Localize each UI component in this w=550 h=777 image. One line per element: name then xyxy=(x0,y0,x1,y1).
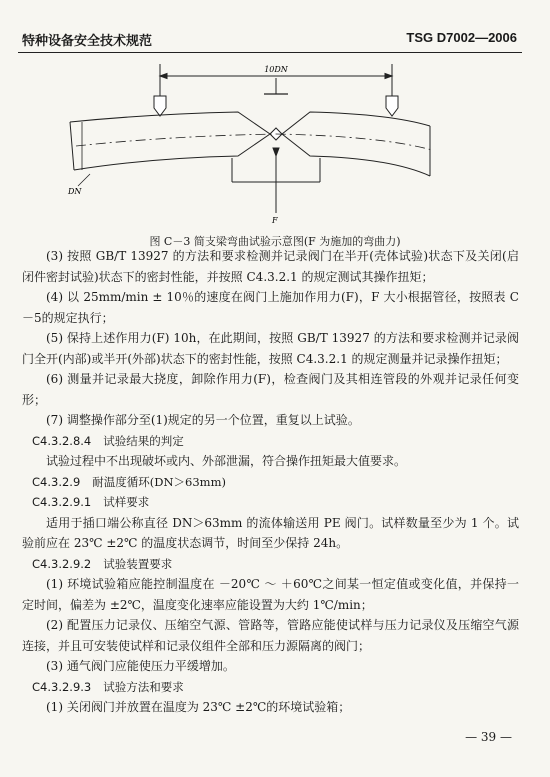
paragraph: (1) 关闭阀门并放置在温度为 23℃ ±2℃的环境试验箱； xyxy=(46,700,351,714)
section-number: C4.3.2.9 xyxy=(32,474,81,489)
paragraph: 适用于插口端公称直径 DN＞63mm 的流体输送用 PE 阀门。试样数量至少为 1 个。试验前应在 23℃ ±2℃ 的温度状态调节，时间至少保持 24h。 xyxy=(22,515,519,550)
section-title: 耐温度循环(DN＞63mm) xyxy=(92,474,226,489)
section-number: C4.3.2.9.2 xyxy=(32,556,92,571)
pipe-left xyxy=(70,112,270,170)
paragraph: (7) 调整操作部分至(1)规定的另一个位置，重复以上试验。 xyxy=(46,413,360,427)
bending-test-figure xyxy=(60,58,440,230)
figure-caption: 图 C－3 简支梁弯曲试验示意图(F 为施加的弯曲力) xyxy=(149,235,401,248)
section-number: C4.3.2.9.1 xyxy=(32,495,92,509)
section-title: 试验方法和要求 xyxy=(103,679,184,694)
support-right xyxy=(386,96,398,116)
section-heading xyxy=(22,472,519,493)
page-number: — 39 — xyxy=(465,730,512,744)
paragraph: (5) 保持上述作用力(F) 10h，在此期间，按照 GB/T 13927 的方法和要求检测并记录阀门全开(内部)或半开(外部)状态下的密封性能，按照 C4.3.2.1 的规定测量并记录操作扭矩； xyxy=(22,331,519,366)
support-left xyxy=(154,96,166,116)
pipe-left-end xyxy=(70,122,74,170)
section-title: 试样要求 xyxy=(103,495,150,509)
center-axis xyxy=(76,134,432,150)
section-title: 试验装置要求 xyxy=(103,556,173,571)
dim-label: 10DN xyxy=(264,65,288,74)
section-heading xyxy=(22,492,519,513)
body-text xyxy=(22,246,519,718)
paragraph: (3) 按照 GB/T 13927 的方法和要求检测并记录阀门在半开(壳体试验)状态下及关闭(启闭件密封试验)状态下的密封性能，并按照 C4.3.2.1 的规定测试其操作扭矩； xyxy=(22,249,519,284)
paragraph: (6) 测量并记录最大挠度，卸除作用力(F)，检查阀门及其相连管段的外观并记录任何变形； xyxy=(22,372,519,407)
section-number: C4.3.2.9.3 xyxy=(32,679,92,694)
paragraph: (1) 环境试验箱应能控制温度在 －20℃ ～ ＋60℃之间某一恒定值或变化值，并保持一定时间，偏差为 ±2℃，温度变化速率应能设置为大约 1℃/min； xyxy=(22,577,519,612)
dn-label: DN xyxy=(68,187,82,196)
force-label: F xyxy=(272,216,278,225)
section-title: 试验结果的判定 xyxy=(103,433,184,448)
section-heading xyxy=(22,431,519,452)
paragraph: (4) 以 25mm/min ± 10％的速度在阀门上施加作用力(F)，F 大小根据管径，按照表 C－5的规定执行； xyxy=(22,290,519,325)
paragraph: (2) 配置压力记录仪、压缩空气源、管路等，管路应能使试样与压力记录仪及压缩空气源连接，并且可安装使试样和记录仪组件全部和压力源隔离的阀门； xyxy=(22,618,519,653)
dn-leader xyxy=(78,174,90,186)
section-heading xyxy=(22,554,519,575)
pipe-right xyxy=(282,112,430,176)
section-heading xyxy=(22,677,519,698)
header-title: 特种设备安全技术规范 xyxy=(22,34,153,49)
header-code: TSG D7002—2006 xyxy=(406,30,517,45)
paragraph: (3) 通气阀门应能使压力平缓增加。 xyxy=(46,659,235,673)
paragraph: 试验过程中不出现破坏或内、外部泄漏，符合操作扭矩最大值要求。 xyxy=(46,454,407,468)
force-arrowhead xyxy=(273,148,279,156)
page-header xyxy=(0,0,550,55)
section-number: C4.3.2.8.4 xyxy=(32,433,92,448)
header-rule xyxy=(18,52,522,53)
